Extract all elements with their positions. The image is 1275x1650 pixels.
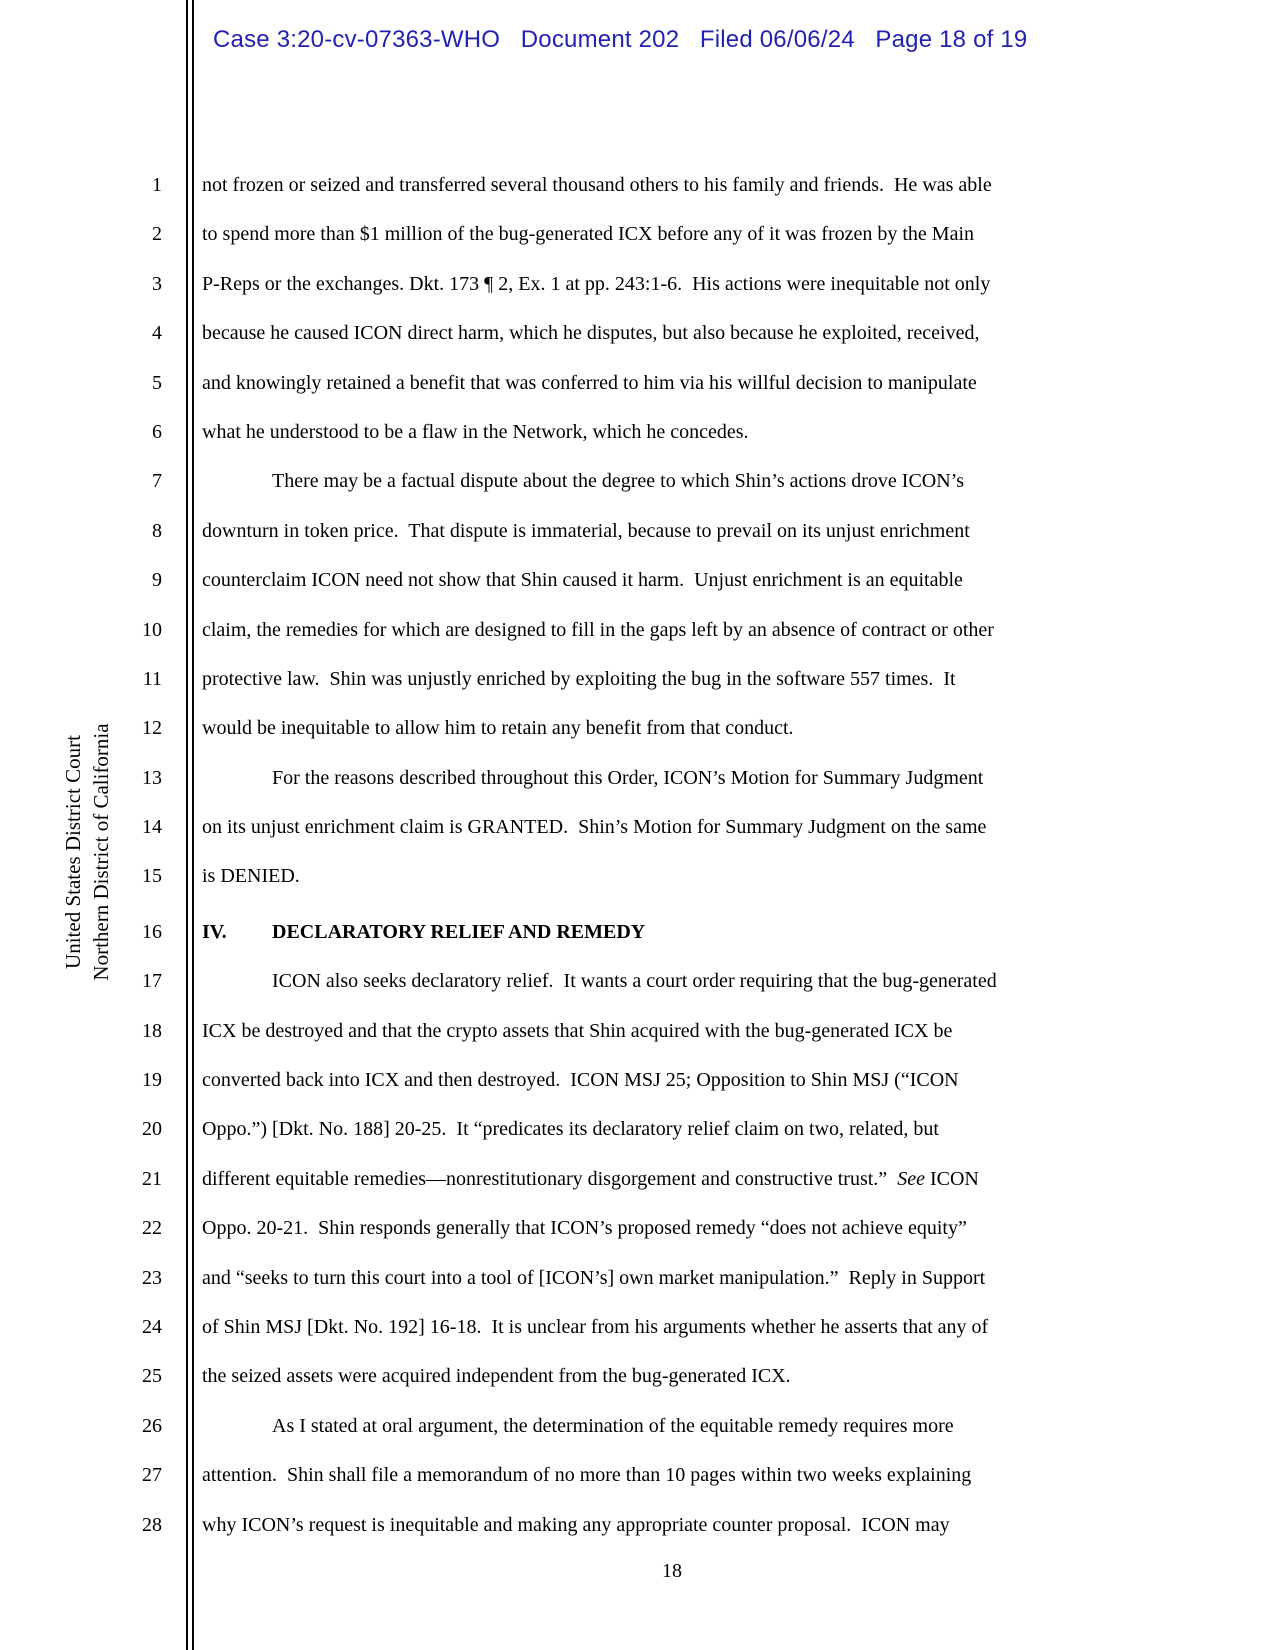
line-number: 2 — [152, 223, 162, 246]
line-number: 9 — [152, 569, 162, 592]
document-line — [0, 704, 1275, 753]
section-number: IV. — [202, 920, 227, 943]
line-text: downturn in token price. That dispute is immaterial, because to prevail on its unjust enrichment — [202, 519, 970, 542]
line-text: the seized assets were acquired independent from the bug-generated ICX. — [202, 1365, 791, 1388]
line-text: Oppo.”) [Dkt. No. 188] 20-25. It “predicates its declaratory relief claim on two, related, but — [202, 1118, 939, 1141]
line-number: 8 — [152, 519, 162, 542]
line-text: Oppo. 20-21. Shin responds generally that ICON’s proposed remedy “does not achieve equity” — [202, 1217, 967, 1240]
line-text: and “seeks to turn this court into a tool of [ICON’s] own market manipulation.” Reply in Support — [202, 1266, 986, 1289]
line-number: 20 — [142, 1118, 162, 1141]
line-number: 17 — [142, 970, 162, 993]
line-number: 4 — [152, 322, 162, 345]
line-number: 27 — [142, 1464, 162, 1487]
document-line — [0, 309, 1275, 358]
line-text: on its unjust enrichment claim is GRANTED. Shin’s Motion for Summary Judgment on the same — [202, 816, 987, 839]
document-line — [0, 1303, 1275, 1352]
line-number: 21 — [142, 1167, 162, 1190]
line-text — [202, 1155, 979, 1204]
document-line — [0, 1402, 1275, 1451]
document-line — [0, 408, 1275, 457]
line-number: 6 — [152, 420, 162, 443]
document-line — [0, 1105, 1275, 1154]
document-line — [0, 1352, 1275, 1401]
line-text: to spend more than $1 million of the bug-generated ICX before any of it was frozen by the Main — [202, 223, 975, 246]
document-line — [0, 1007, 1275, 1056]
document-body — [0, 161, 1275, 1550]
document-line — [0, 1056, 1275, 1105]
line-number: 11 — [142, 667, 162, 690]
line-number: 5 — [152, 371, 162, 394]
document-line — [0, 1451, 1275, 1500]
ecf-header-stamp: Case 3:20-cv-07363-WHO Document 202 Filed 06/06/24 Page 18 of 19 — [213, 26, 1028, 53]
document-line — [0, 908, 1275, 957]
line-text: There may be a factual dispute about the degree to which Shin’s actions drove ICON’s — [272, 470, 965, 493]
document-line — [0, 754, 1275, 803]
court-name-line1: United States District Court — [61, 735, 85, 969]
line-text: converted back into ICX and then destroyed. ICON MSJ 25; Opposition to Shin MSJ (“ICON — [202, 1069, 959, 1092]
line-number: 7 — [152, 470, 162, 493]
document-line — [0, 1501, 1275, 1550]
line-text: As I stated at oral argument, the determination of the equitable remedy requires more — [272, 1414, 954, 1437]
citation-signal: See — [897, 1167, 925, 1190]
document-line — [0, 210, 1275, 259]
line-text: protective law. Shin was unjustly enriched by exploiting the bug in the software 557 times. It — [202, 667, 956, 690]
document-line — [0, 1155, 1275, 1204]
line-text: of Shin MSJ [Dkt. No. 192] 16-18. It is unclear from his arguments whether he asserts that any of — [202, 1315, 989, 1338]
line-number: 10 — [142, 618, 162, 641]
line-number: 19 — [142, 1069, 162, 1092]
document-line — [0, 457, 1275, 506]
document-line — [0, 852, 1275, 901]
line-text-segment: ICON — [924, 1167, 979, 1190]
line-number: 3 — [152, 272, 162, 295]
section-heading: IV. DECLARATORY RELIEF AND REMEDY — [202, 908, 645, 957]
line-number: 24 — [142, 1315, 162, 1338]
line-text: is DENIED. — [202, 865, 300, 888]
line-text: attention. Shin shall file a memorandum of no more than 10 pages within two weeks explaining — [202, 1464, 972, 1487]
line-text: why ICON’s request is inequitable and making any appropriate counter proposal. ICON may — [202, 1513, 950, 1536]
line-number: 1 — [152, 174, 162, 196]
line-number: 25 — [142, 1365, 162, 1388]
line-number: 13 — [142, 766, 162, 789]
document-line — [0, 359, 1275, 408]
line-text: what he understood to be a flaw in the Network, which he concedes. — [202, 420, 749, 443]
court-name-line2: Northern District of California — [89, 723, 113, 981]
line-number: 26 — [142, 1414, 162, 1437]
line-number: 12 — [142, 717, 162, 740]
document-line — [0, 1204, 1275, 1253]
document-line — [0, 507, 1275, 556]
document-line — [0, 556, 1275, 605]
document-line — [0, 1254, 1275, 1303]
line-text: and knowingly retained a benefit that was conferred to him via his willful decision to manipulate — [202, 371, 977, 394]
document-line — [0, 260, 1275, 309]
line-number: 15 — [142, 865, 162, 888]
line-text: claim, the remedies for which are designed to fill in the gaps left by an absence of contract or other — [202, 618, 994, 641]
page-number: 18 — [662, 1560, 682, 1582]
line-number: 28 — [142, 1513, 162, 1536]
line-text-segment: different equitable remedies—nonrestitutionary disgorgement and constructive trust.” — [202, 1167, 898, 1190]
line-text: ICX be destroyed and that the crypto assets that Shin acquired with the bug-generated ICX be — [202, 1019, 953, 1042]
document-line — [0, 606, 1275, 655]
line-text: ICON also seeks declaratory relief. It wants a court order requiring that the bug-generated — [272, 970, 997, 993]
line-number: 18 — [142, 1019, 162, 1042]
line-text: would be inequitable to allow him to retain any benefit from that conduct. — [202, 717, 794, 740]
line-number: 16 — [142, 920, 162, 943]
document-line — [0, 655, 1275, 704]
document-line — [0, 957, 1275, 1006]
line-text: not frozen or seized and transferred several thousand others to his family and friends. He was able — [202, 174, 992, 196]
line-text: P-Reps or the exchanges. Dkt. 173 ¶ 2, Ex. 1 at pp. 243:1-6. His actions were inequitable not only — [202, 272, 991, 295]
line-number: 23 — [142, 1266, 162, 1289]
line-text: counterclaim ICON need not show that Shin caused it harm. Unjust enrichment is an equitable — [202, 569, 963, 592]
line-text: because he caused ICON direct harm, which he disputes, but also because he exploited, received, — [202, 322, 980, 345]
document-line — [0, 803, 1275, 852]
line-number: 14 — [142, 816, 162, 839]
document-line — [0, 161, 1275, 210]
line-number: 22 — [142, 1217, 162, 1240]
line-text: For the reasons described throughout this Order, ICON’s Motion for Summary Judgment — [272, 766, 984, 789]
